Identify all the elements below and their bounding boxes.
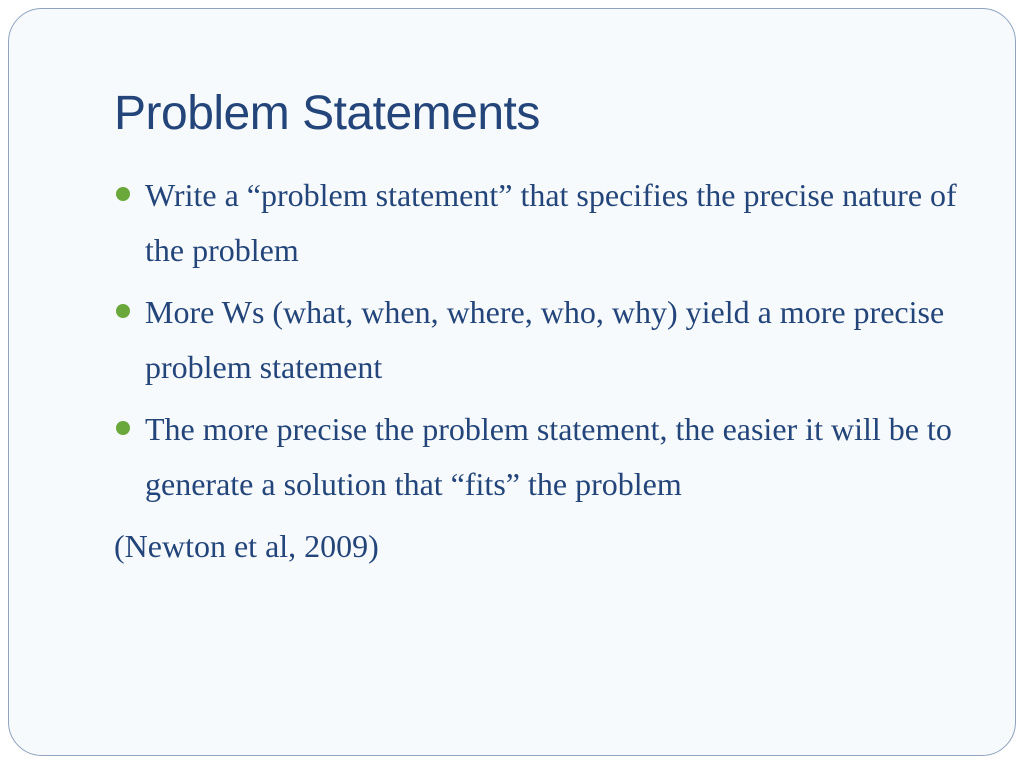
citation: (Newton et al, 2009) bbox=[114, 528, 379, 564]
bullet-item-2 bbox=[114, 285, 974, 395]
bullet-list bbox=[114, 168, 974, 512]
bullet-text: Write a “problem statement” that specifies the precise nature of the problem bbox=[145, 177, 957, 268]
bullet-item-1 bbox=[114, 168, 974, 278]
slide-title: Problem Statements bbox=[114, 87, 540, 140]
bullet-dot-icon bbox=[116, 421, 130, 435]
bullet-dot-icon bbox=[116, 304, 130, 318]
bullet-item-3 bbox=[114, 402, 974, 512]
bullet-text: More Ws (what, when, where, who, why) yield a more precise problem statement bbox=[145, 294, 945, 385]
bullet-dot-icon bbox=[116, 187, 130, 201]
bullet-text: The more precise the problem statement, the easier it will be to generate a solution that “fits” the problem bbox=[145, 411, 952, 502]
slide-body bbox=[114, 168, 974, 574]
